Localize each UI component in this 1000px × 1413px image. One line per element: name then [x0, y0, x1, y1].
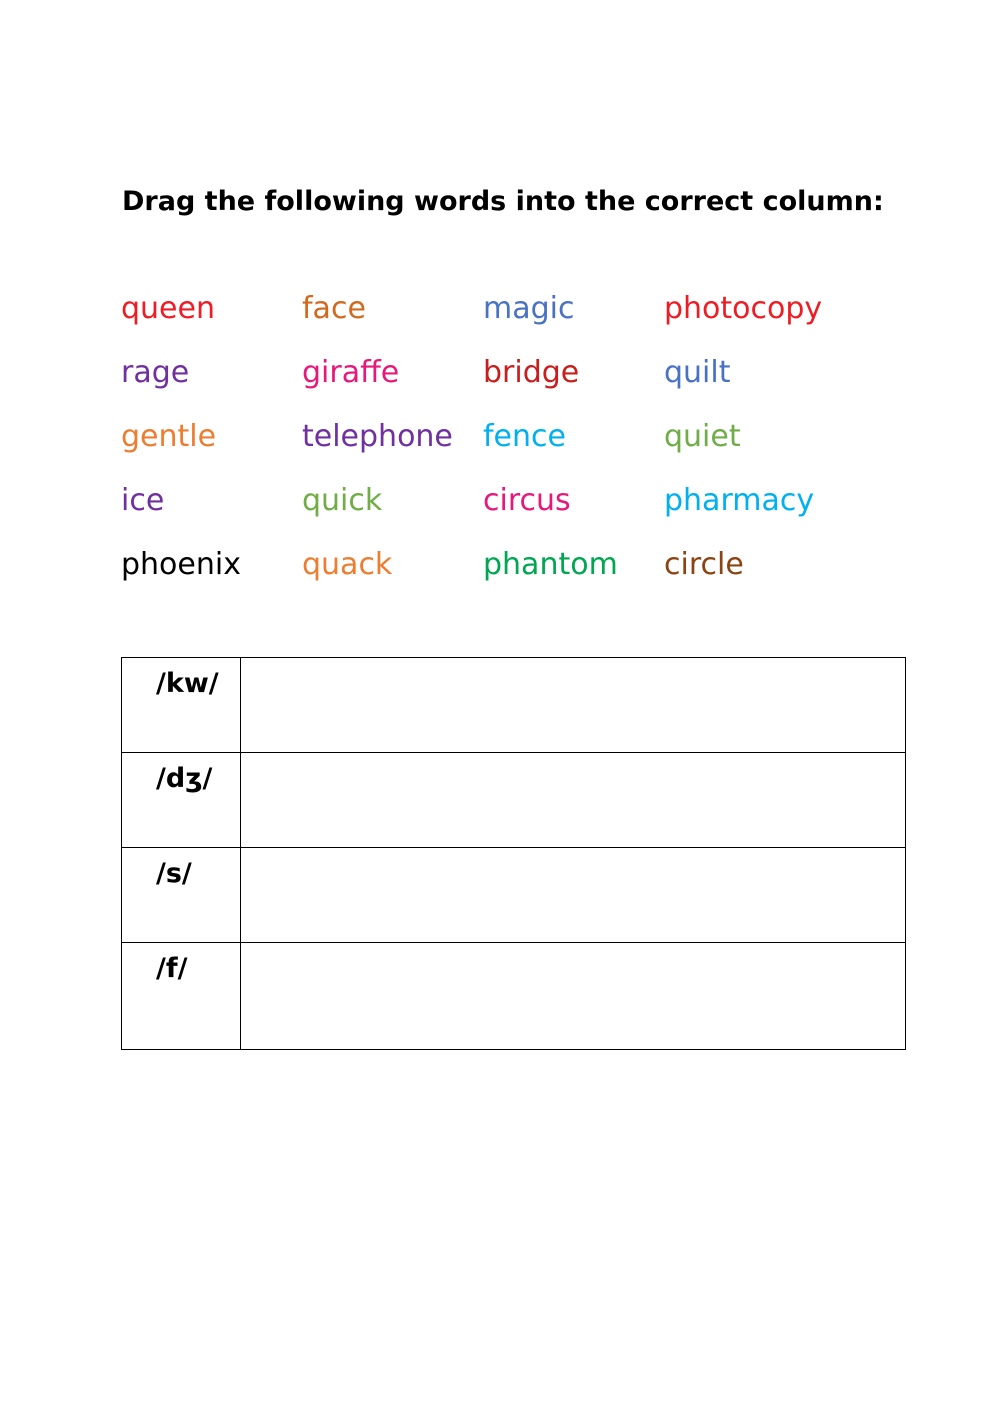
word-chip[interactable]: quilt [664, 355, 731, 390]
sound-label: /kw/ [156, 668, 219, 699]
sound-label-cell [122, 848, 241, 943]
sound-row-s [122, 848, 906, 943]
word-row [121, 287, 901, 351]
word-chip[interactable]: gentle [121, 419, 217, 454]
word-chip[interactable]: face [302, 291, 366, 326]
word-row [121, 351, 901, 415]
word-row [121, 479, 901, 543]
drop-zone-kw[interactable] [241, 658, 906, 753]
sound-row-f [122, 943, 906, 1050]
word-chip[interactable]: quick [302, 483, 383, 518]
word-chip[interactable]: circle [664, 547, 744, 582]
drop-zone-dzh[interactable] [241, 753, 906, 848]
sound-label: /f/ [156, 953, 188, 984]
word-chip[interactable]: bridge [483, 355, 580, 390]
sound-label-cell [122, 658, 241, 753]
sorting-table [121, 657, 906, 1050]
sound-label-cell [122, 943, 241, 1050]
word-row [121, 543, 901, 607]
word-chip[interactable]: giraffe [302, 355, 400, 390]
word-chip[interactable]: telephone [302, 419, 453, 454]
word-row [121, 415, 901, 479]
word-chip[interactable]: quack [302, 547, 393, 582]
sound-label: /s/ [156, 858, 192, 889]
drop-zone-s[interactable] [241, 848, 906, 943]
word-chip[interactable]: magic [483, 291, 575, 326]
word-chip[interactable]: phoenix [121, 547, 241, 582]
drop-zone-f[interactable] [241, 943, 906, 1050]
instruction-heading: Drag the following words into the correct column: [122, 186, 884, 217]
word-chip[interactable]: photocopy [664, 291, 823, 326]
word-chip[interactable]: rage [121, 355, 190, 390]
sound-label: /dʒ/ [156, 763, 213, 794]
word-bank [121, 287, 901, 607]
word-chip[interactable]: fence [483, 419, 566, 454]
word-chip[interactable]: queen [121, 291, 215, 326]
word-chip[interactable]: phantom [483, 547, 618, 582]
word-chip[interactable]: pharmacy [664, 483, 815, 518]
word-chip[interactable]: circus [483, 483, 571, 518]
sound-row-dzh [122, 753, 906, 848]
word-chip[interactable]: ice [121, 483, 165, 518]
sound-row-kw [122, 658, 906, 753]
sound-label-cell [122, 753, 241, 848]
word-chip[interactable]: quiet [664, 419, 741, 454]
